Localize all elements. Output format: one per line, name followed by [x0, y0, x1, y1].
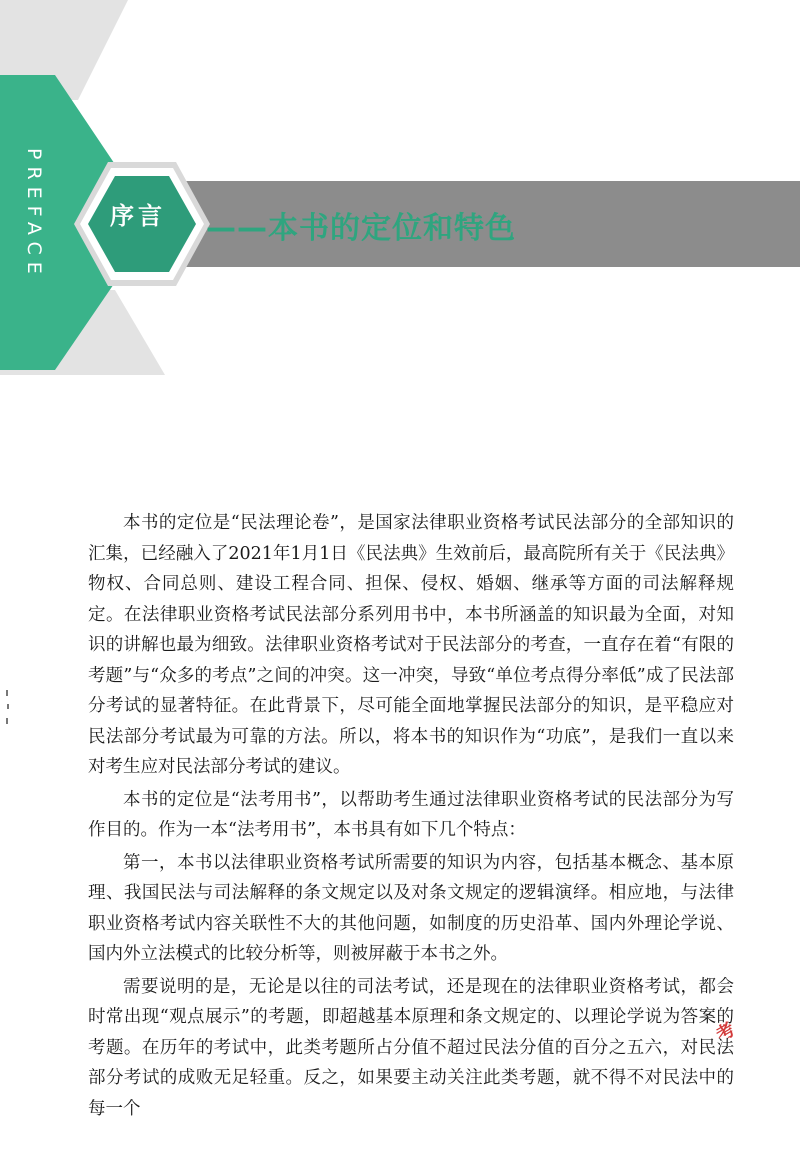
paragraph: 第一，本书以法律职业资格考试所需要的知识为内容，包括基本概念、基本原理、我国民法与司法解释的条文规定以及对条文规定的逻辑演绎。相应地，与法律职业资格考试内容关联性不大的其他问题，如制度的历史沿革、国内外理论学说、国内外立法模式的比较分析等，则被屏蔽于本书之外。 [88, 852, 734, 964]
paragraph: 本书的定位是“民法理论卷”，是国家法律职业资格考试民法部分的全部知识的汇集，已经融入了2021年1月1日《民法典》生效前后，最高院所有关于《民法典》物权、合同总则、建设工程合同、担保、侵权、婚姻、继承等方面的司法解释规定。在法律职业资格考试民法部分系列用书中，本书所涵盖的知识最为全面，对知识的讲解也最为细致。法律职业资格考试对于民法部分的考查，一直存在着“有限的考题”与“众多的考点”之间的冲突。这一冲突，导致“单位考点得分率低”成了民法部分考试的显著特征。在此背景下，尽可能全面地掌握民法部分的知识，是平稳应对民法部分考试最为可靠的方法。所以，将本书的知识作为“功底”，是我们一直以来对考生应对民法部分考试的建议。 [88, 513, 734, 777]
paragraph: 需要说明的是，无论是以往的司法考试，还是现在的法律职业资格考试，都会时常出现“观点展示”的考题，即超越基本原理和条文规定的、以理论学说为答案的考题。在历年的考试中，此类考题所占分值不超过民法分值的百分之五六，对民法部分考试的成败无足轻重。反之，如果要主动关注此类考题，就不得不对民法中的每一个 [88, 976, 734, 1119]
preface-vertical-label: PREFACE [23, 148, 45, 281]
scan-edge-marks [6, 690, 10, 730]
paragraph: 本书的定位是“法考用书”，以帮助考生通过法律职业资格考试的民法部分为写作目的。作为一本“法考用书”，本书具有如下几个特点： [88, 789, 734, 840]
page-subtitle: ——本书的定位和特色 [206, 211, 516, 246]
badge-title: 序言 [110, 202, 166, 230]
preface-header-graphic [0, 0, 800, 380]
red-stamp-mark: 考 [712, 1018, 740, 1047]
body-text [88, 508, 734, 1126]
